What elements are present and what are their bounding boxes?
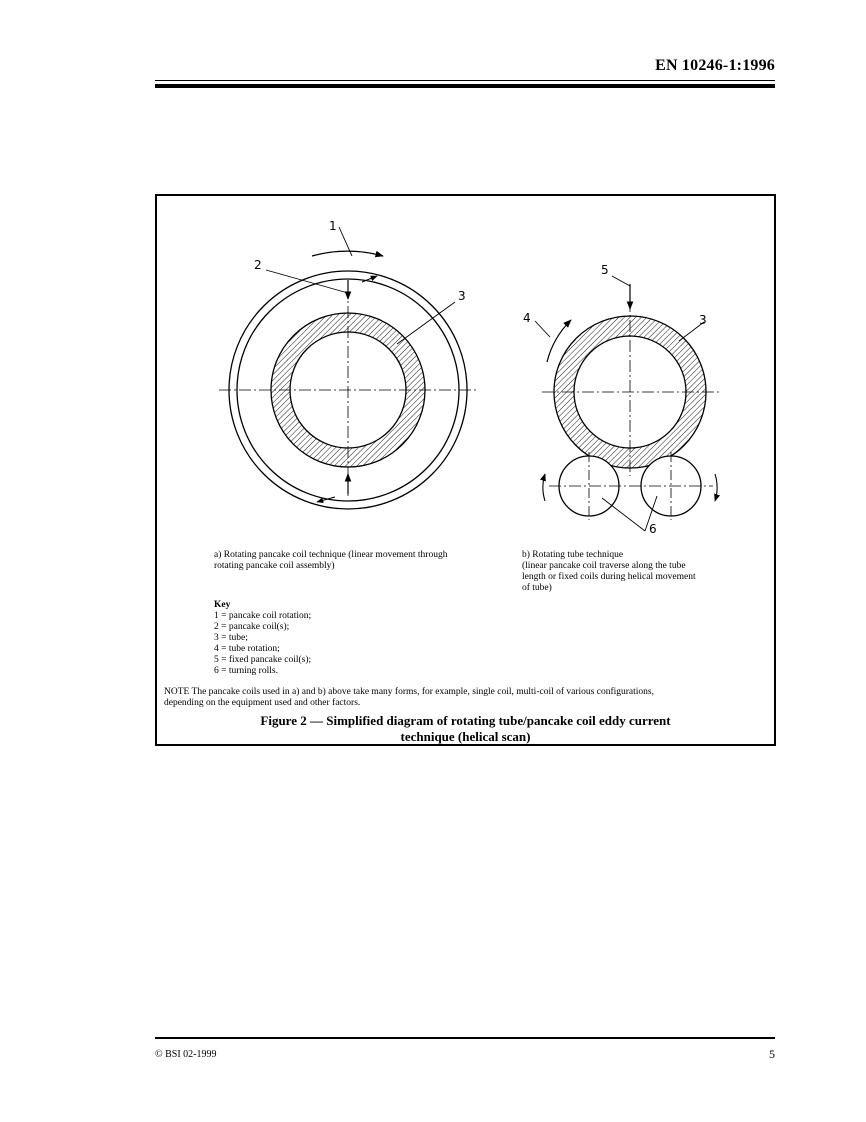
roll-rotation-arrow-right bbox=[715, 474, 717, 501]
standard-number: EN 10246-1:1996 bbox=[655, 57, 775, 74]
figure-note bbox=[164, 687, 774, 709]
caption-a-line: rotating pancake coil assembly) bbox=[214, 561, 335, 571]
diagram-label: 3 bbox=[458, 289, 466, 303]
caption-b bbox=[522, 550, 742, 594]
leader-2 bbox=[266, 270, 348, 293]
figure-title-line: technique (helical scan) bbox=[400, 729, 531, 744]
key-title: Key bbox=[214, 600, 231, 610]
diagram-label: 4 bbox=[523, 311, 531, 325]
key-item: 6 = turning rolls. bbox=[214, 666, 278, 676]
diagram-label: 6 bbox=[649, 522, 657, 536]
note-line: NOTE The pancake coils used in a) and b) above take many forms, for example, single coil, multi-coil of various configurations, bbox=[164, 687, 654, 697]
caption-b-line: b) Rotating tube technique bbox=[522, 550, 624, 560]
diagram-label: 3 bbox=[699, 313, 707, 327]
diagram-label: 1 bbox=[329, 219, 337, 233]
page-number: 5 bbox=[769, 1047, 775, 1061]
leader-4 bbox=[535, 321, 550, 337]
caption-a bbox=[214, 550, 494, 572]
leader-6a bbox=[602, 498, 645, 531]
header-rule-thin bbox=[155, 80, 775, 81]
roll-rotation-arrow-left bbox=[543, 474, 545, 501]
diagram-label: 5 bbox=[601, 263, 609, 277]
rotation-arrow-1 bbox=[312, 251, 383, 256]
key-item: 2 = pancake coil(s); bbox=[214, 622, 290, 632]
key-item: 4 = tube rotation; bbox=[214, 644, 280, 654]
figure-title bbox=[157, 713, 774, 745]
figure-frame bbox=[155, 194, 776, 746]
diagram-label: 2 bbox=[254, 258, 262, 272]
caption-b-line: (linear pancake coil traverse along the tube bbox=[522, 561, 686, 571]
caption-b-line: length or fixed coils during helical movement bbox=[522, 572, 696, 582]
leader-5 bbox=[612, 276, 630, 286]
key-item: 1 = pancake coil rotation; bbox=[214, 611, 312, 621]
diagram-b bbox=[523, 263, 722, 536]
copyright: © BSI 02-1999 bbox=[155, 1049, 217, 1060]
caption-a-line: a) Rotating pancake coil technique (linear movement through bbox=[214, 550, 448, 560]
figure-title-line: Figure 2 — Simplified diagram of rotating tube/pancake coil eddy current bbox=[260, 713, 671, 728]
footer-rule bbox=[155, 1037, 775, 1039]
key-list bbox=[214, 600, 311, 677]
diagram-a bbox=[219, 219, 479, 509]
note-line: depending on the equipment used and other factors. bbox=[164, 698, 361, 708]
header-rule-thick bbox=[155, 84, 775, 88]
key-item: 3 = tube; bbox=[214, 633, 248, 643]
caption-b-line: of tube) bbox=[522, 583, 552, 593]
key-item: 5 = fixed pancake coil(s); bbox=[214, 655, 312, 665]
